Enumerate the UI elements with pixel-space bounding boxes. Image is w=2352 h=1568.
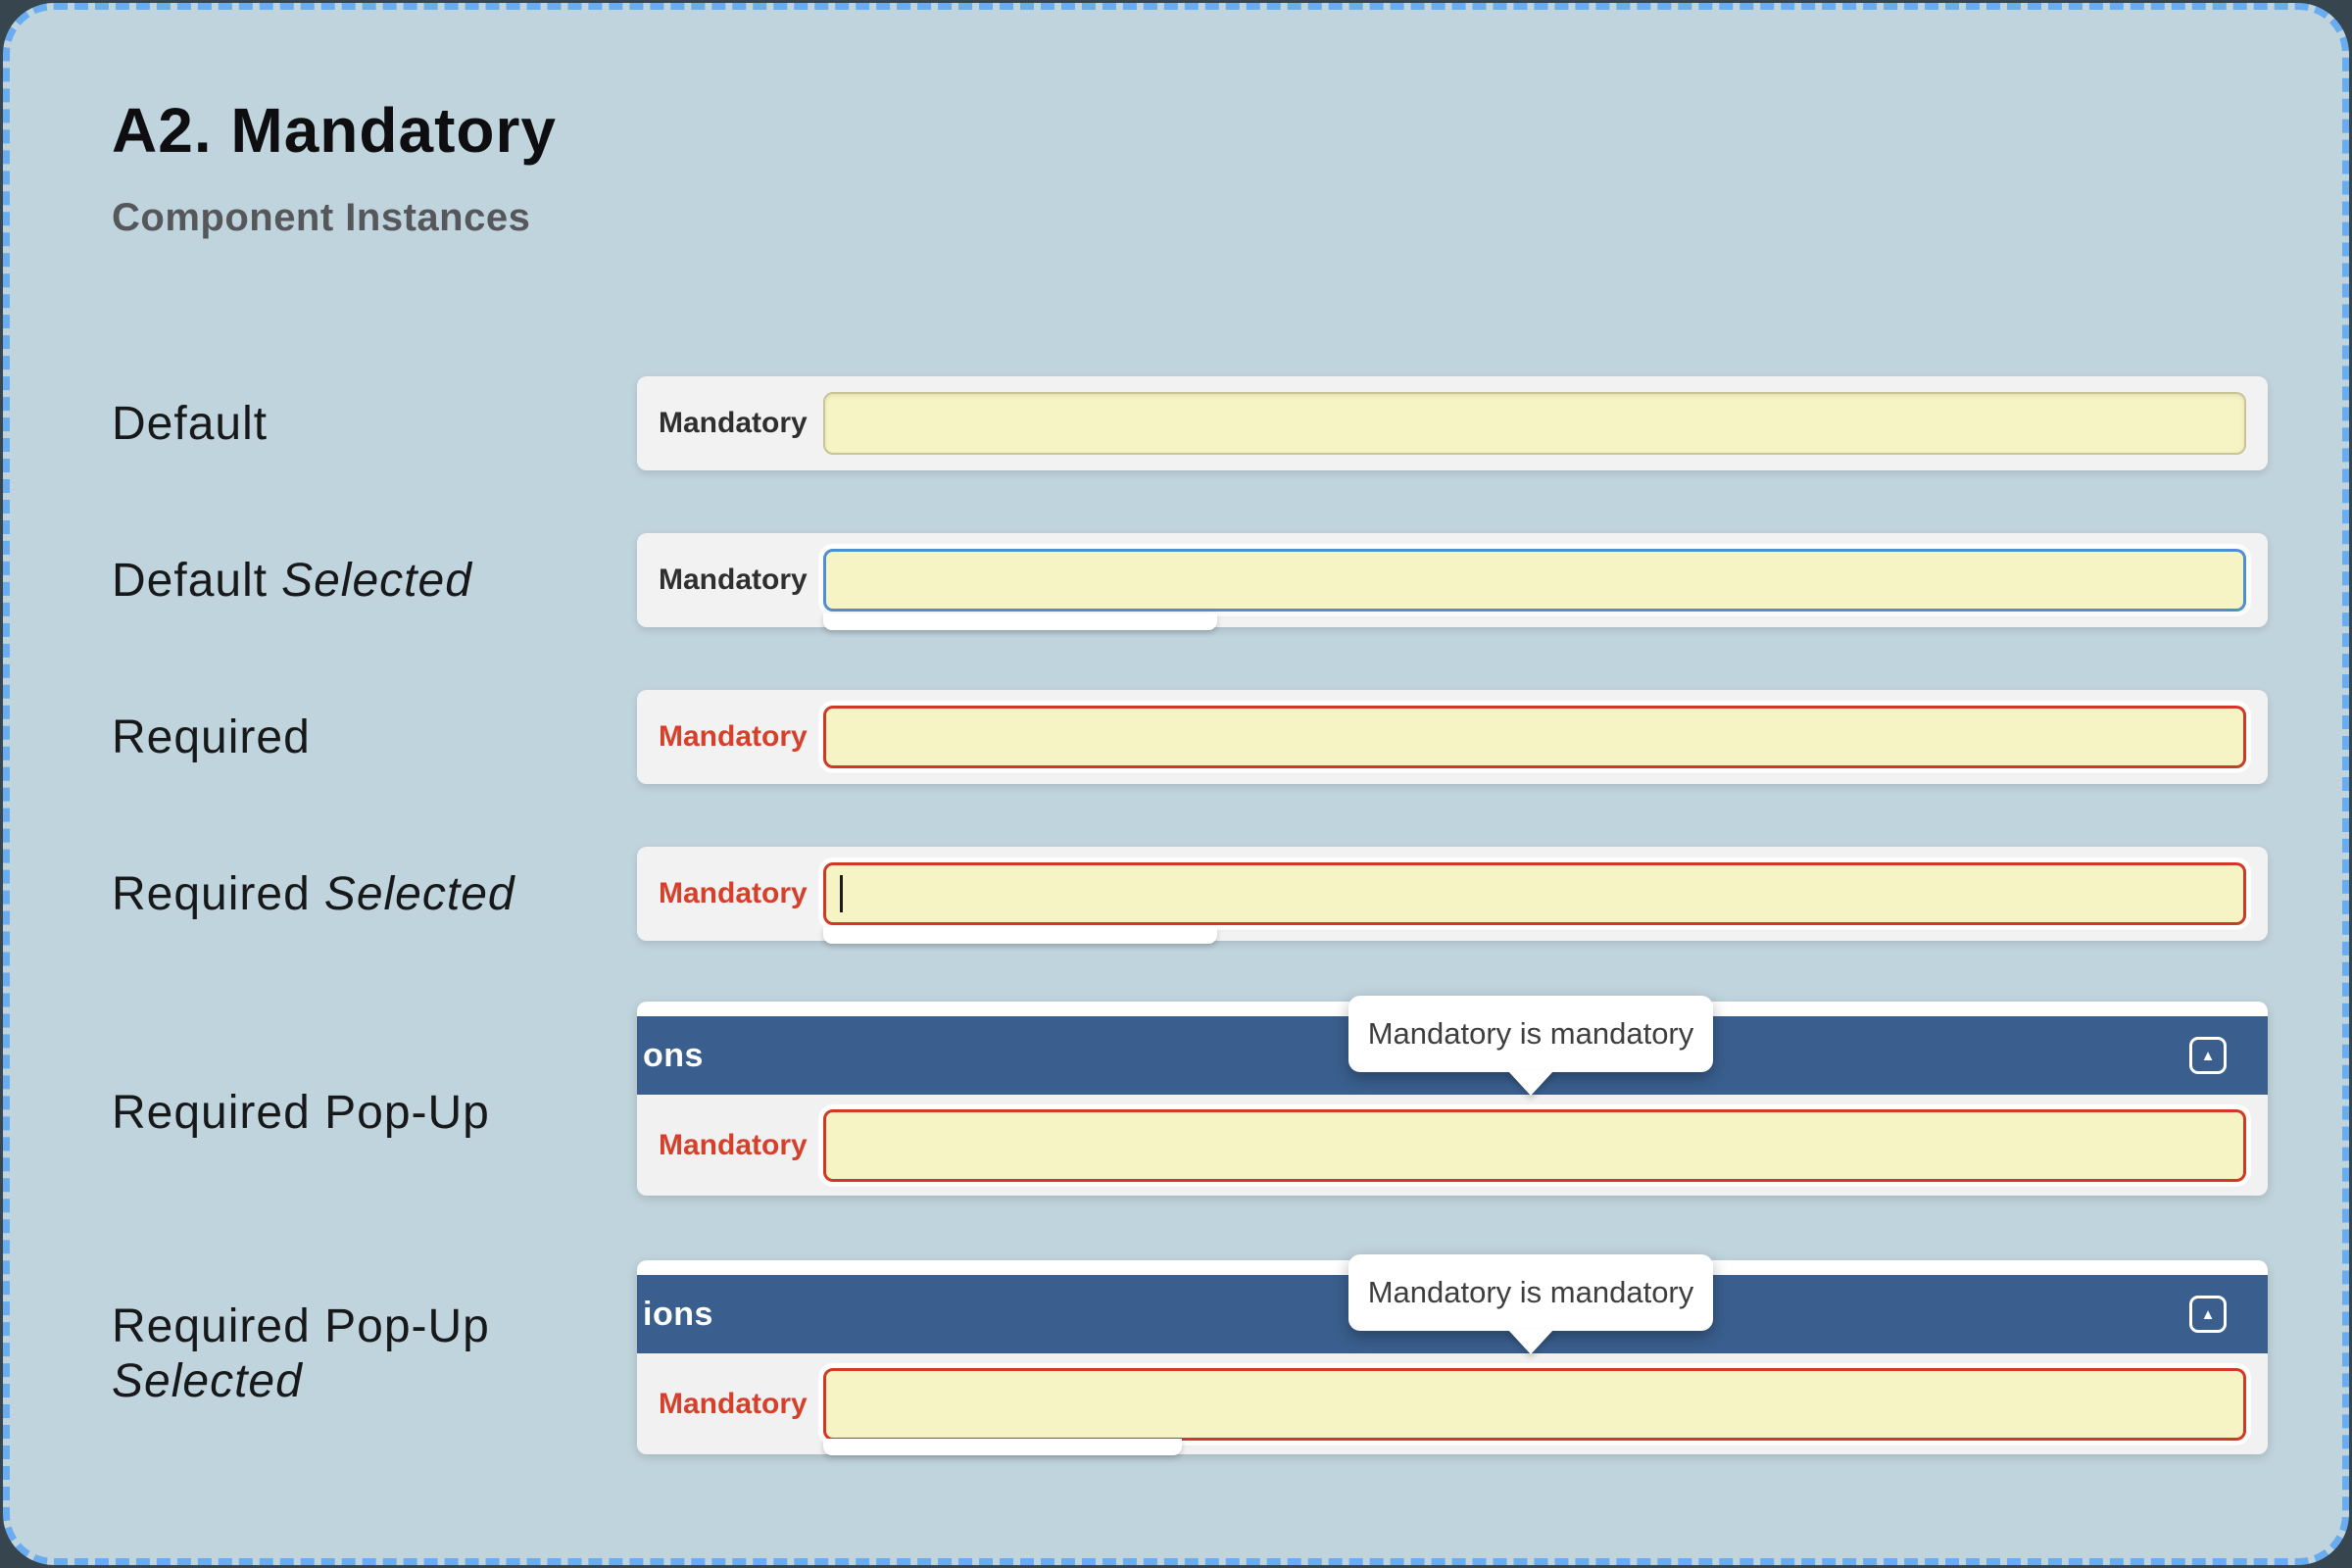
row-label-required-popup: Required Pop-Up (112, 1087, 490, 1139)
mandatory-component-required (637, 690, 2268, 784)
mandatory-component-required-popup-selected (637, 1260, 2268, 1454)
page-subtitle: Component Instances (112, 196, 531, 239)
mandatory-component-default (637, 376, 2268, 470)
field-label-required: Mandatory (659, 877, 808, 909)
collapse-panel-icon[interactable]: ▲ (2189, 1296, 2227, 1333)
page-title: A2. Mandatory (112, 95, 557, 166)
row-label-required: Required (112, 711, 311, 763)
mandatory-input-default[interactable] (823, 392, 2246, 455)
validation-tooltip-text: Mandatory is mandatory (1367, 1016, 1694, 1051)
mandatory-input-focused[interactable] (823, 549, 2246, 612)
popup-header-title-clipped: ions (643, 1295, 713, 1333)
validation-tooltip-text: Mandatory is mandatory (1367, 1275, 1694, 1309)
mandatory-component-required-selected (637, 847, 2268, 941)
text-cursor (840, 875, 843, 912)
field-label-required: Mandatory (659, 1387, 808, 1420)
tooltip-tail (1507, 1329, 1554, 1354)
dropdown-menu-peek (823, 613, 1217, 630)
tooltip-tail (1507, 1070, 1554, 1096)
field-label: Mandatory (659, 564, 808, 596)
row-label-required-popup-selected: Required Pop-Up Selected (112, 1300, 490, 1407)
validation-tooltip (1348, 996, 1713, 1072)
component-sheet-frame (3, 3, 2349, 1565)
dropdown-menu-peek (823, 927, 1217, 944)
row-label-default-selected: Default Selected (112, 555, 472, 607)
row-label-required-selected: Required Selected (112, 868, 515, 920)
field-label-required: Mandatory (659, 1128, 808, 1161)
mandatory-component-default-selected (637, 533, 2268, 627)
field-label-required: Mandatory (659, 720, 808, 753)
mandatory-input-required[interactable] (823, 1109, 2246, 1182)
field-label: Mandatory (659, 407, 808, 439)
popup-header-title-clipped: ons (643, 1036, 704, 1074)
mandatory-input-required-focused[interactable] (823, 1368, 2246, 1441)
validation-tooltip (1348, 1254, 1713, 1331)
row-label-default: Default (112, 398, 269, 450)
dropdown-menu-peek (823, 1439, 1182, 1455)
mandatory-input-required-focused[interactable] (823, 862, 2246, 925)
mandatory-component-required-popup (637, 1002, 2268, 1196)
collapse-panel-icon[interactable]: ▲ (2189, 1037, 2227, 1074)
mandatory-input-required[interactable] (823, 706, 2246, 768)
popup-body (637, 1095, 2268, 1196)
